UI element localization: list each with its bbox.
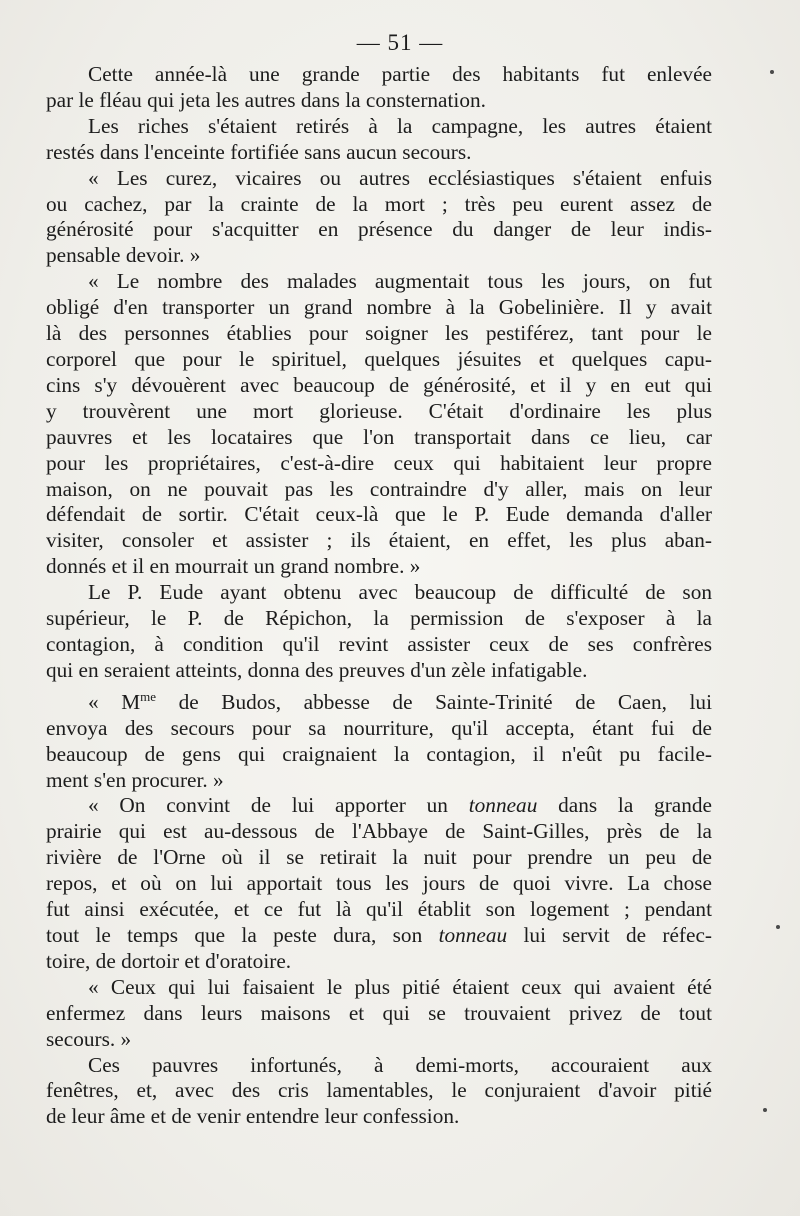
paragraph	[46, 166, 712, 270]
text-line: restés dans l'enceinte fortifiée sans aucun secours.	[46, 139, 472, 164]
text-line: cins s'y dévouèrent avec beaucoup de générosité, et il y en eut qui	[46, 372, 712, 397]
paragraph	[46, 114, 712, 166]
text-line: rivière de l'Orne où il se retirait la nuit pour prendre un peu de	[46, 845, 712, 870]
text-line: obligé d'en transporter un grand nombre à la Gobelinière. Il y avait	[46, 295, 712, 320]
text-line: contagion, à condition qu'il revint assister ceux de ses confrères	[46, 631, 712, 656]
text-line: Le P. Eude ayant obtenu avec beaucoup de difficulté de son	[88, 580, 712, 605]
text-line: qui en seraient atteints, donna des preuves d'un zèle infatigable.	[46, 657, 588, 682]
text-line: fenêtres, et, avec des cris lamentables, le conjuraient d'avoir pitié	[46, 1078, 712, 1103]
text-line: « Les curez, vicaires ou autres ecclésiastiques s'étaient enfuis	[88, 165, 712, 190]
text-line: tout le temps que la peste dura, son tonneau lui servit de réfec-	[46, 923, 712, 947]
text-line: « Le nombre des malades augmentait tous les jours, on fut	[88, 269, 712, 294]
text-line: ment s'en procurer. »	[46, 767, 224, 792]
text-line: enfermez dans leurs maisons et qui se trouvaient privez de tout	[46, 1000, 712, 1025]
text-line: corporel que pour le spirituel, quelques jésuites et quelques capu-	[46, 346, 712, 371]
text-line: Ces pauvres infortunés, à demi-morts, accouraient aux	[88, 1052, 712, 1077]
text-line: beaucoup de gens qui craignaient la contagion, il n'eût pu facile-	[46, 741, 712, 766]
text-line: visiter, consoler et assister ; ils étaient, en effet, les plus aban-	[46, 528, 712, 553]
text-line: de leur âme et de venir entendre leur confession.	[46, 1104, 460, 1129]
body-text	[46, 62, 712, 1130]
text-line: supérieur, le P. de Répichon, la permission de s'exposer à la	[46, 606, 712, 631]
text-line: par le fléau qui jeta les autres dans la consternation.	[46, 87, 486, 112]
text-line: donnés et il en mourrait un grand nombre. »	[46, 554, 421, 579]
paragraph	[46, 975, 712, 1053]
margin-dot	[770, 70, 774, 74]
text-line: toire, de dortoir et d'oratoire.	[46, 948, 292, 973]
paragraph	[46, 269, 712, 580]
text-line: envoya des secours pour sa nourriture, qu'il accepta, étant fui de	[46, 715, 712, 740]
margin-dot	[763, 1108, 767, 1112]
text-line: « On convint de lui apporter un tonneau dans la grande	[88, 793, 712, 818]
text-line: maison, on ne pouvait pas les contraindre d'y aller, mais on leur	[46, 476, 712, 501]
paragraph	[46, 684, 712, 794]
paragraph	[46, 580, 712, 684]
paragraph	[46, 793, 712, 974]
text-line: défendait de sortir. C'était ceux-là que le P. Eude demanda d'aller	[46, 502, 712, 527]
paragraph	[46, 1053, 712, 1131]
margin-dot	[776, 925, 780, 929]
text-line: « Ceux qui lui faisaient le plus pitié étaient ceux qui avaient été	[88, 974, 712, 999]
text-line: Les riches s'étaient retirés à la campagne, les autres étaient	[88, 113, 712, 138]
text-line: prairie qui est au-dessous de l'Abbaye de Saint-Gilles, près de la	[46, 819, 712, 844]
text-line: générosité pour s'acquitter en présence du danger de leur indis-	[46, 217, 712, 242]
text-line: repos, et où on lui apportait tous les jours de quoi vivre. La chose	[46, 871, 712, 896]
text-line: fut ainsi exécutée, et ce fut là qu'il établit son logement ; pendant	[46, 897, 712, 922]
text-line: y trouvèrent une mort glorieuse. C'était d'ordinaire les plus	[46, 398, 712, 423]
text-line: « $M^{me}$ de Budos, abbesse de Sainte-Trinité de Caen, lui	[88, 688, 712, 714]
text-line: ou cachez, par la crainte de la mort ; très peu eurent assez de	[46, 191, 712, 216]
text-line: là des personnes établies pour soigner les pestiférez, tant pour le	[46, 321, 712, 346]
text-line: Cette année-là une grande partie des habitants fut enlevée	[88, 62, 712, 86]
page-number: — 51 —	[356, 30, 444, 55]
text-line: pour les propriétaires, c'est-à-dire ceux qui habitaient leur propre	[46, 450, 712, 475]
paragraph	[46, 62, 712, 114]
text-line: pensable devoir. »	[46, 243, 201, 268]
text-line: secours. »	[46, 1026, 132, 1051]
text-line: pauvres et les locataires que l'on transportait dans ce lieu, car	[46, 424, 712, 449]
